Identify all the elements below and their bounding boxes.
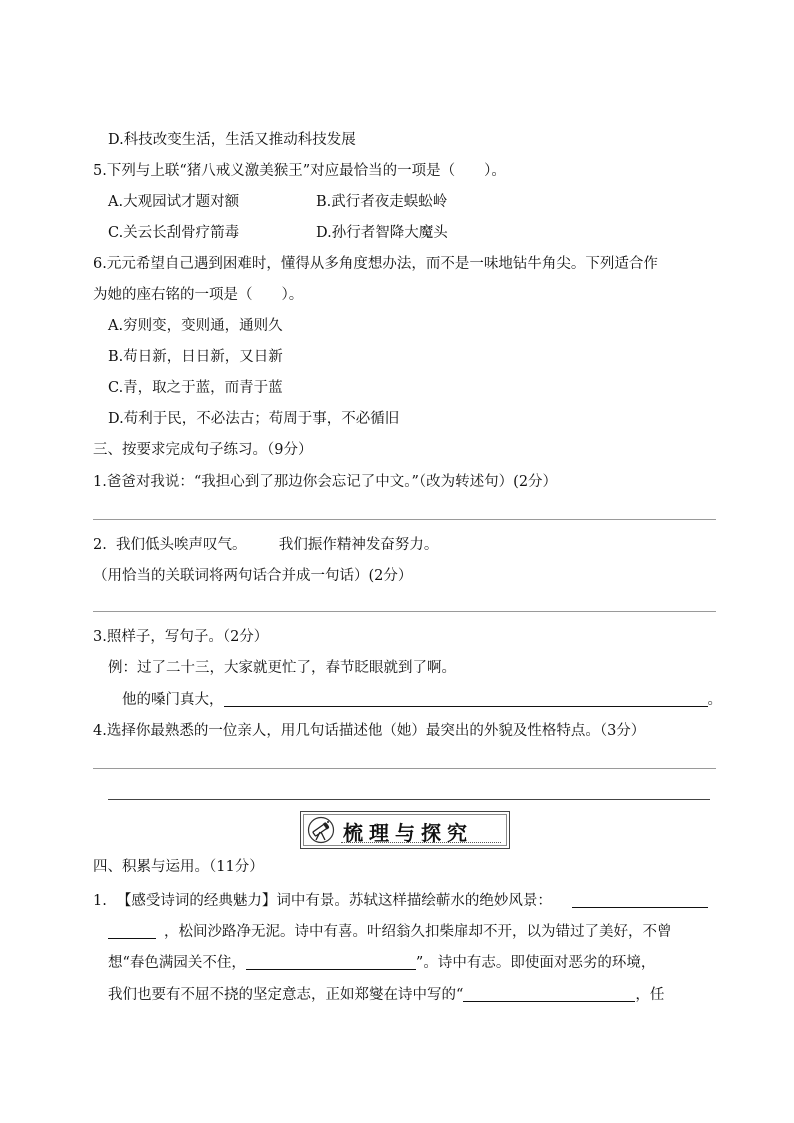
q6-option-d: D.苟利于民，不必法古；苟周于事，不必循旧 [108,411,400,427]
s4-q1-line2 [108,922,672,942]
telescope-icon [307,816,335,844]
s4-q1-blank1-cont[interactable] [108,922,156,939]
s3-q3-stem: 3.照样子，写句子。（2分） [93,629,269,645]
banner-underline [341,842,501,843]
s3-q1: 1.爸爸对我说：“我担心到了那边你会忘记了中文。”（改为转述句）(2分） [93,474,558,490]
banner-title: 梳理与探究 [343,821,473,845]
section3-heading: 三、按要求完成句子练习。（9分） [93,442,313,458]
q6-stem-line2: 为她的座右铭的一项是（ ）。 [93,287,304,303]
s4-q1-text4b: ，任 [635,987,665,1003]
s3-q3-example: 例：过了二十三，大家就更忙了，春节眨眼就到了啊。 [108,660,456,676]
s4-q1-line3 [108,953,655,973]
q6-option-a: A.穷则变，变则通，通则久 [108,318,283,334]
s3-q2-answer-line[interactable] [93,611,716,612]
q5-option-a: A.大观园试才题对额 [108,194,240,210]
s3-q2-line2: （用恰当的关联词将两句话合并成一句话）(2分） [93,568,413,584]
s4-q1-blank2[interactable] [246,953,416,970]
s4-q1-number: 1. [93,893,107,909]
s3-q4-answer-line-2[interactable] [108,799,710,800]
s3-q4: 4.选择你最熟悉的一位亲人，用几句话描述他（她）最突出的外貌及性格特点。（3分） [93,723,646,739]
s3-q2-line1: 2. 我们低头唉声叹气。 我们振作精神发奋努力。 [93,537,439,553]
q6-option-b: B.苟日新，日日新，又日新 [108,349,283,365]
section4-heading: 四、积累与运用。（11分） [93,859,264,875]
s4-q1-line1 [93,891,708,911]
s3-q4-answer-line-1[interactable] [93,768,716,769]
s4-q1-blank3[interactable] [463,985,635,1002]
s3-q3-prompt: 他的嗓门真大， [122,692,224,708]
s3-q3-end: 。 [707,692,722,708]
s3-q3-answer-row [122,690,722,710]
q5-option-d: D.孙行者智降大魔头 [316,225,448,241]
s4-q1-text3b: ”。诗中有志。即使面对恶劣的环境， [415,955,656,971]
q5-option-b: B.武行者夜走蜈蚣岭 [316,194,448,210]
s3-q3-blank[interactable] [224,690,708,707]
q5-stem: 5.下列与上联“猪八戒义激美猴王”对应最恰当的一项是（ ）。 [93,163,506,179]
s4-q1-line4 [108,985,664,1005]
s3-q1-answer-line[interactable] [93,519,716,520]
s4-q1-text2: ，松间沙路净无泥。诗中有喜。叶绍翁久扣柴扉却不开，以为错过了美好，不曾 [164,924,672,940]
q6-option-c: C.青，取之于蓝，而青于蓝 [108,380,283,396]
s4-q1-text1: 词中有景。苏轼这样描绘蕲水的绝妙风景： [276,893,552,909]
s4-q1-text4a: 我们也要有不屈不挠的坚定意志，正如郑燮在诗中写的“ [108,987,464,1003]
s4-q1-topic: 【感受诗词的经典魅力】 [116,893,277,909]
section-banner [300,811,510,849]
q5-option-c: C.关云长刮骨疗箭毒 [108,225,240,241]
q4-option-d: D.科技改变生活，生活又推动科技发展 [108,132,356,148]
s4-q1-text3a: 想“春色满园关不住， [108,955,246,971]
q6-stem-line1: 6.元元希望自己遇到困难时，懂得从多角度想办法，而不是一味地钻牛角尖。下列适合作 [93,256,658,272]
s4-q1-blank1[interactable] [572,891,708,908]
